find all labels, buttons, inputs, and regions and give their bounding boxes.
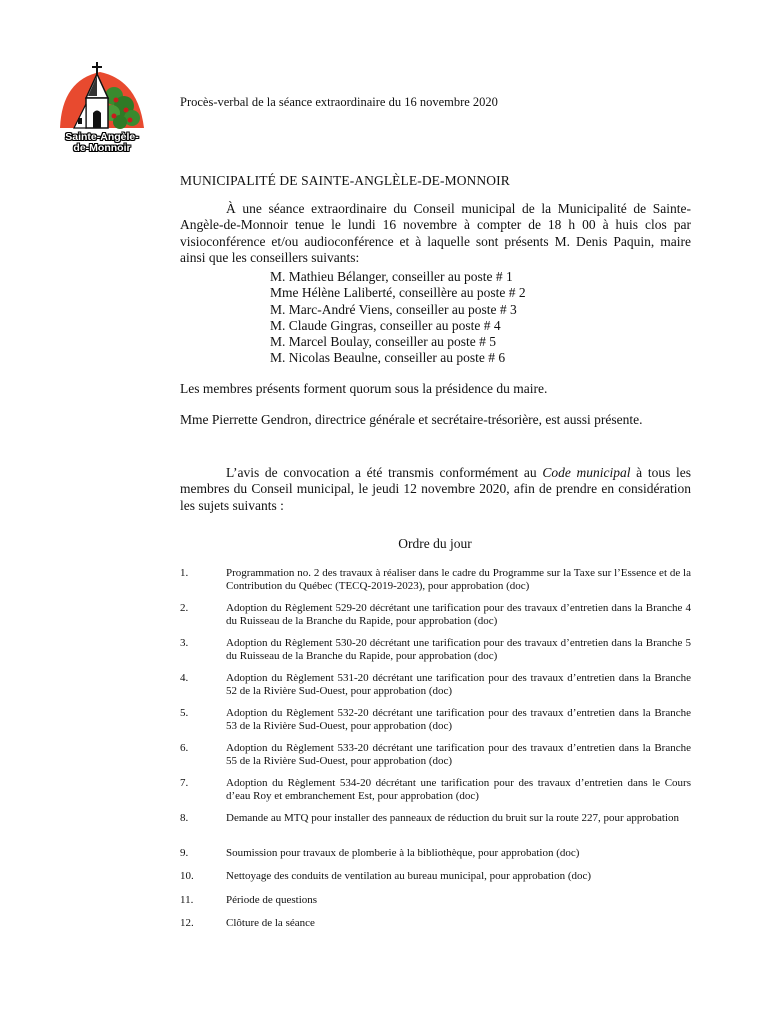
logo-text-line2: de-Monnoir [73,142,131,154]
director-paragraph: Mme Pierrette Gendron, directrice générale et secrétaire-trésorière, est aussi présente. [180,412,643,427]
agenda-item-text: Adoption du Règlement 531-20 décrétant une tarification pour des travaux d’entretien dans la Branche 52 de la Rivière Sud-Ouest, pour approbation (doc) [226,672,691,697]
convocation-text-before: L’avis de convocation a été transmis conformément au [226,465,543,480]
agenda-item-text: Soumission pour travaux de plomberie à la bibliothèque, pour approbation (doc) [226,847,580,859]
agenda-item-number: 7. [180,777,189,789]
convocation-paragraph [180,465,691,514]
agenda-item-number: 4. [180,672,189,684]
agenda-item-number: 10. [180,870,194,882]
member-item: M. Marcel Boulay, conseiller au poste # 5 [270,334,496,350]
agenda-item-text: Période de questions [226,894,318,906]
convocation-emphasis: Code municipal [542,465,631,480]
agenda-item-number: 2. [180,602,189,614]
agenda-item-text: Adoption du Règlement 533-20 décrétant une tarification pour des travaux d’entretien dans la Branche 55 de la Rivière Sud-Ouest, pour approbation (doc) [226,742,691,767]
convocation-text-after: à tous les membres du Conseil municipal, le jeudi 12 novembre 2020, afin de prendre en considération les sujets suivants : [180,465,692,513]
agenda-item-text: Clôture de la séance [226,917,315,929]
members-list [270,269,526,367]
agenda-item-text: Adoption du Règlement 532-20 décrétant une tarification pour des travaux d’entretien dans la Branche 53 de la Rivière Sud-Ouest, pour approbation (doc) [226,707,691,732]
agenda-item-number: 9. [180,847,189,859]
agenda-item-text: Nettoyage des conduits de ventilation au bureau municipal, pour approbation (doc) [226,870,592,882]
logo-text-line1: Sainte-Angèle- [65,131,139,143]
agenda-item-text: Adoption du Règlement 534-20 décrétant une tarification pour des travaux d’entretien dans le Cours d’eau Roy et embranchement Est, pour approbation (doc) [226,777,691,802]
agenda-item-text: Programmation no. 2 des travaux à réaliser dans le cadre du Programme sur la Taxe sur l’Essence et de la Contribution du Québec (TECQ-2019-2023), pour approbation (doc) [226,567,691,592]
municipality-title: MUNICIPALITÉ DE SAINTE-ANGLÈLE-DE-MONNOIR [180,173,510,188]
member-item: M. Marc-André Viens, conseiller au poste # 3 [270,301,517,317]
agenda-item-text: Adoption du Règlement 530-20 décrétant une tarification pour des travaux d’entretien dans la Branche 5 du Ruisseau de la Branche du Rapide, pour approbation (doc) [226,637,691,662]
intro-paragraph: À une séance extraordinaire du Conseil municipal de la Municipalité de Sainte-Angèle-de-Monnoir tenue le lundi 16 novembre à compter de 18 h 00 à huis clos par visioconférence et/ou audioconférence et à laquelle sont présents M. Denis Paquin, maire ainsi que les conseillers suivants: [180,201,691,265]
agenda-title: Ordre du jour [398,536,472,551]
agenda-item-number: 5. [180,707,189,719]
agenda-item-number: 3. [180,637,189,649]
agenda-item-number: 6. [180,742,189,754]
member-item: Mme Hélène Laliberté, conseillère au poste # 2 [270,285,526,301]
agenda-item-number: 8. [180,812,189,824]
agenda-item-number: 12. [180,917,194,929]
member-item: M. Mathieu Bélanger, conseiller au poste # 1 [270,269,513,284]
agenda-item-number: 1. [180,567,189,579]
document-header: Procès-verbal de la séance extraordinaire du 16 novembre 2020 [180,95,498,109]
agenda-item-text: Demande au MTQ pour installer des panneaux de réduction du bruit sur la route 227, pour approbation [226,812,680,824]
quorum-paragraph: Les membres présents forment quorum sous la présidence du maire. [180,381,548,396]
member-item: M. Claude Gingras, conseiller au poste # 4 [270,317,501,333]
municipality-logo [52,58,152,158]
agenda-item-text: Adoption du Règlement 529-20 décrétant une tarification pour des travaux d’entretien dans la Branche 4 du Ruisseau de la Branche du Rapide, pour approbation (doc) [226,602,691,627]
agenda-item-number: 11. [180,894,194,906]
member-item: M. Nicolas Beaulne, conseiller au poste # 6 [270,350,506,366]
